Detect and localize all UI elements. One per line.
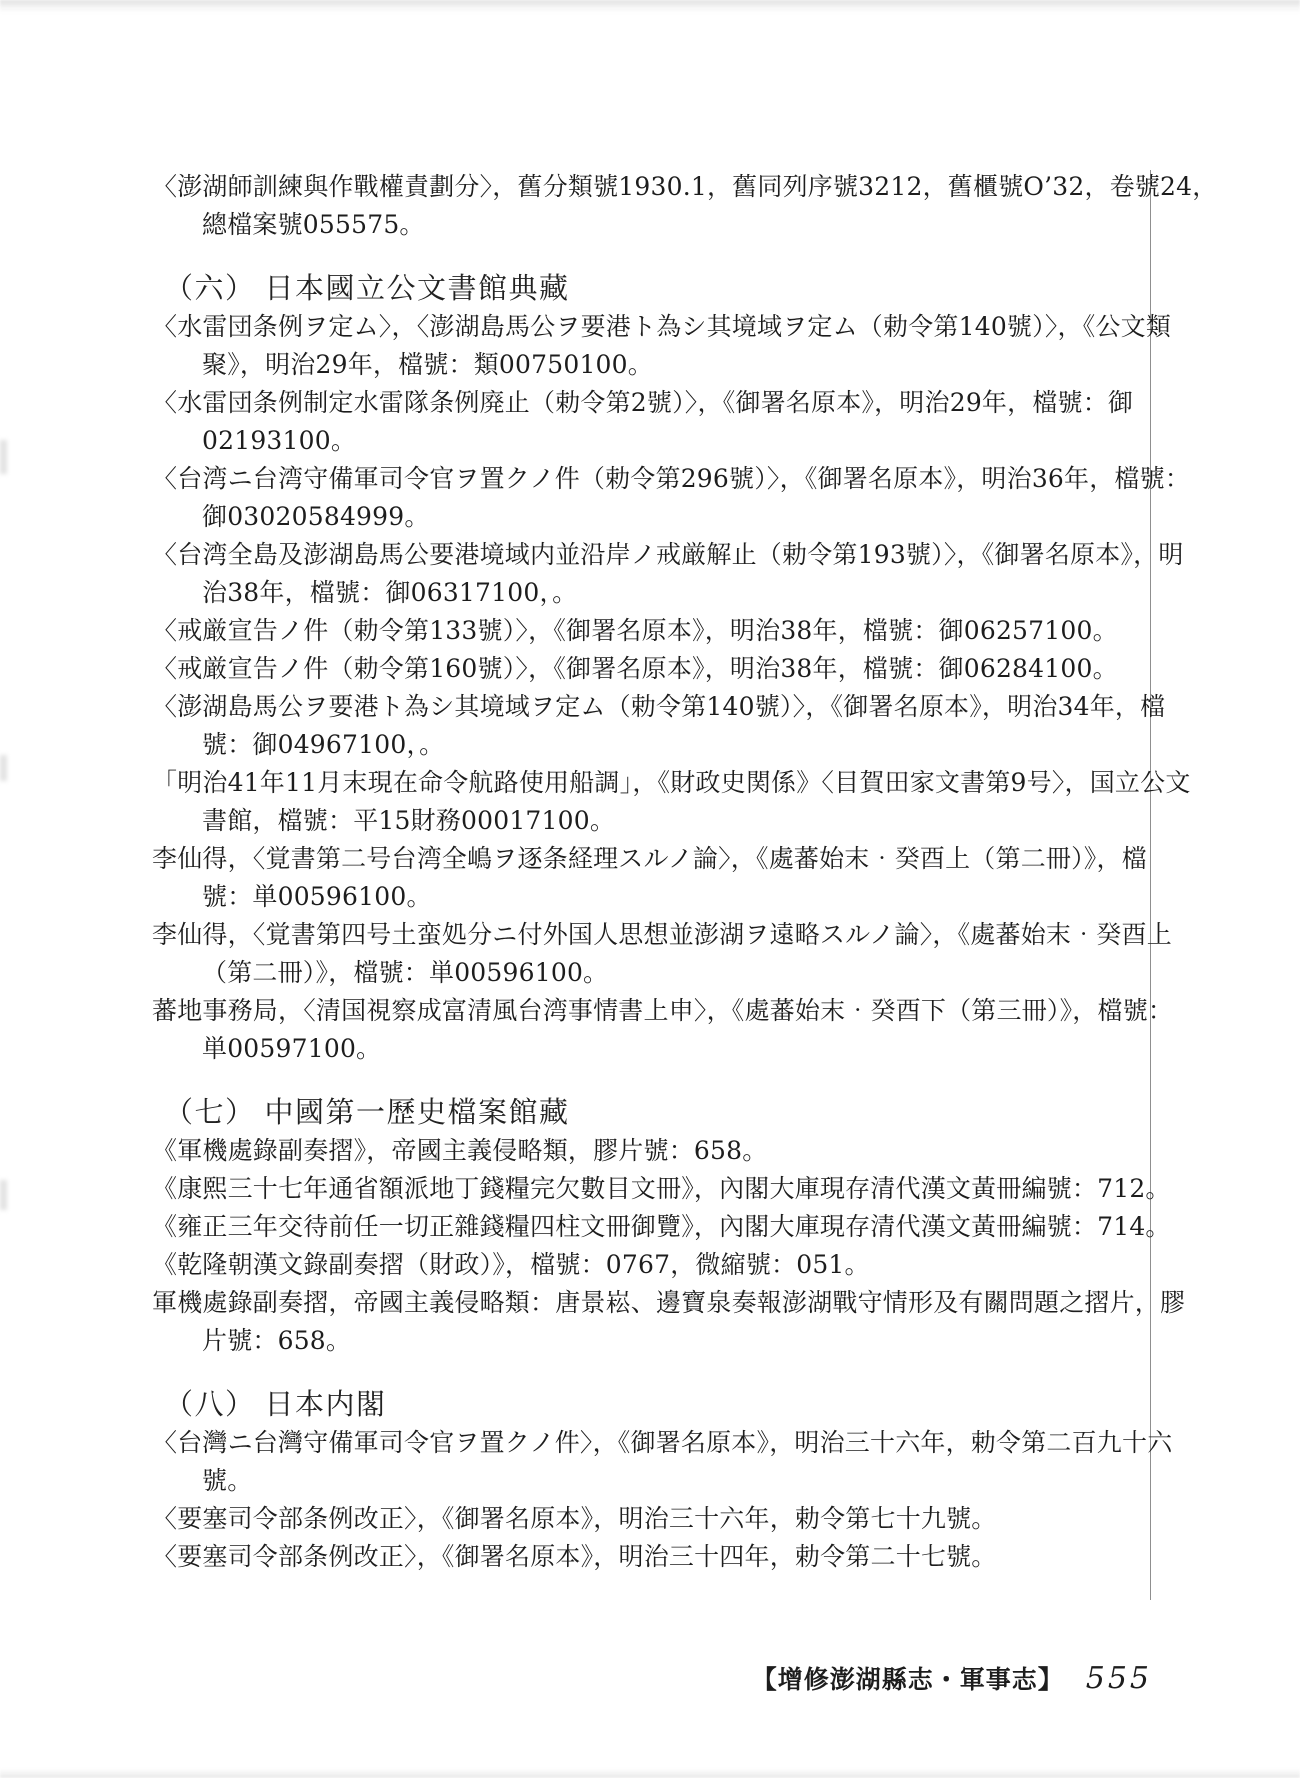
bib-entry-line: 〈澎湖師訓練與作戰權責劃分〉，舊分類號1930.1，舊同列序號3212，舊櫃號O’32，卷號24， xyxy=(152,172,1218,201)
bib-entry-line: 李仙得，〈覚書第二号台湾全嶋ヲ逐条経理スルノ論〉，《處蕃始末‧癸酉上（第二冊）》，檔 xyxy=(152,844,1147,873)
section-number: （八） xyxy=(164,1387,256,1421)
section-title: 日本國立公文書館典藏 xyxy=(264,271,570,305)
bib-entry-line: 〈要塞司令部条例改正〉，《御署名原本》，明治三十四年，勅令第二十七號。 xyxy=(152,1542,997,1571)
section-heading xyxy=(152,1384,1212,1424)
bib-entry-line: 〈戒厳宣告ノ件（勅令第133號）〉，《御署名原本》，明治38年，檔號：御06257100。 xyxy=(152,616,1118,645)
bib-entry xyxy=(152,1424,1212,1500)
section-title: 中國第一歷史檔案館藏 xyxy=(264,1095,570,1129)
bib-entry-line: 《雍正三年交待前任一切正雜錢糧四柱文冊御覽》，內閣大庫現存清代漢文黃冊編號：714。 xyxy=(152,1212,1171,1241)
bib-entry-line: 蕃地事務局，〈清国視察成富清風台湾事情書上申〉，《處蕃始末‧癸酉下（第三冊）》，檔號： xyxy=(152,996,1174,1025)
page-number: 555 xyxy=(1085,1661,1152,1696)
bib-entry-line: 號：御04967100，。 xyxy=(202,730,445,759)
scan-smudge-bottom xyxy=(0,1768,1300,1778)
bib-entry xyxy=(152,1170,1212,1208)
bib-entry xyxy=(152,536,1212,612)
bib-entry-line: 李仙得，〈覚書第四号土蛮処分ニ付外国人思想並澎湖ヲ遠略スルノ論〉，《處蕃始末‧癸酉上 xyxy=(152,920,1172,949)
bib-entry-line: 〈台湾ニ台湾守備軍司令官ヲ置クノ件（勅令第296號）〉，《御署名原本》，明治36年，檔號： xyxy=(152,464,1191,493)
section-number: （六） xyxy=(164,271,256,305)
bibliography xyxy=(152,168,1218,1576)
bib-entry xyxy=(152,612,1212,650)
scan-edge-mark xyxy=(0,440,7,474)
bib-entry xyxy=(152,840,1212,916)
section-title: 日本内閣 xyxy=(264,1387,387,1421)
bib-entry-line: 治38年，檔號：御06317100，。 xyxy=(202,578,578,607)
bib-entry xyxy=(152,384,1212,460)
bib-entry-line: 〈要塞司令部条例改正〉，《御署名原本》，明治三十六年，勅令第七十九號。 xyxy=(152,1504,997,1533)
bib-entry xyxy=(152,1284,1212,1360)
bib-entry-line: 「明治41年11月末現在命令航路使用船調」，《財政史関係》〈目賀田家文書第9号〉，国立公文 xyxy=(152,768,1191,797)
scan-edge-mark xyxy=(0,755,7,781)
bib-entry-line: 〈戒厳宣告ノ件（勅令第160號）〉，《御署名原本》，明治38年，檔號：御06284100。 xyxy=(152,654,1118,683)
bib-entry-line: 御03020584999。 xyxy=(202,502,430,531)
bib-entry xyxy=(152,1538,1212,1576)
bib-entry-line: （第二冊）》，檔號：単00596100。 xyxy=(202,958,609,987)
bib-entry-line: 《軍機處錄副奏摺》，帝國主義侵略類，膠片號：658。 xyxy=(152,1136,768,1165)
bib-entry xyxy=(152,916,1212,992)
bib-entry-line: 聚》，明治29年，檔號：類00750100。 xyxy=(202,350,653,379)
bib-entry xyxy=(152,1132,1212,1170)
bib-entry xyxy=(152,1208,1212,1246)
section-number: （七） xyxy=(164,1095,256,1129)
bib-entry-line: 書館，檔號：平15財務00017100。 xyxy=(202,806,616,835)
bib-entry xyxy=(152,764,1212,840)
bib-entry xyxy=(152,1500,1212,1538)
page-footer xyxy=(752,1660,1152,1700)
scan-smudge-top xyxy=(0,0,1300,14)
bib-entry xyxy=(152,992,1212,1068)
bib-entry-line: 號：単00596100。 xyxy=(202,882,432,911)
bib-entry xyxy=(152,1246,1212,1284)
bib-entry-line: 〈水雷団条例制定水雷隊条例廃止（勅令第2號）〉，《御署名原本》，明治29年，檔號：御 xyxy=(152,388,1134,417)
section-heading xyxy=(152,268,1212,308)
bib-entry-line: 《康熙三十七年通省額派地丁錢糧完欠數目文冊》，內閣大庫現存清代漢文黃冊編號：712。 xyxy=(152,1174,1171,1203)
bib-entry-line: 〈台湾全島及澎湖島馬公要港境域内並沿岸ノ戒厳解止（勅令第193號）〉，《御署名原本》，明 xyxy=(152,540,1184,569)
bib-entry-line: 単00597100。 xyxy=(202,1034,382,1063)
bib-entry-line: 《乾隆朝漢文錄副奏摺（財政）》，檔號：0767，微縮號：051。 xyxy=(152,1250,870,1279)
bib-entry xyxy=(152,460,1212,536)
bib-entry xyxy=(152,688,1212,764)
bib-entry-line: 軍機處錄副奏摺，帝國主義侵略類：唐景崧、邊寶泉奏報澎湖戰守情形及有關問題之摺片，膠 xyxy=(152,1288,1186,1317)
bib-entry xyxy=(152,308,1212,384)
bib-entry-line: 〈水雷団条例ヲ定ム〉，〈澎湖島馬公ヲ要港ト為シ其境域ヲ定ム（勅令第140號）〉，《公文類 xyxy=(152,312,1172,341)
book-title: 【增修澎湖縣志・軍事志】 xyxy=(751,1665,1064,1694)
bib-entry-line: 號。 xyxy=(202,1466,253,1495)
bib-entry-line: 02193100。 xyxy=(202,426,357,455)
bib-entry-line: 〈澎湖島馬公ヲ要港ト為シ其境域ヲ定ム（勅令第140號）〉，《御署名原本》，明治34年，檔 xyxy=(152,692,1166,721)
scan-edge-mark xyxy=(0,1180,7,1210)
section-heading xyxy=(152,1092,1212,1132)
bib-entry-line: 〈台灣ニ台灣守備軍司令官ヲ置クノ件〉，《御署名原本》，明治三十六年，勅令第二百九十六 xyxy=(152,1428,1173,1457)
bib-entry xyxy=(152,168,1218,244)
bib-entry xyxy=(152,650,1212,688)
bib-entry-line: 總檔案號055575。 xyxy=(202,210,425,239)
bib-entry-line: 片號：658。 xyxy=(202,1326,352,1355)
